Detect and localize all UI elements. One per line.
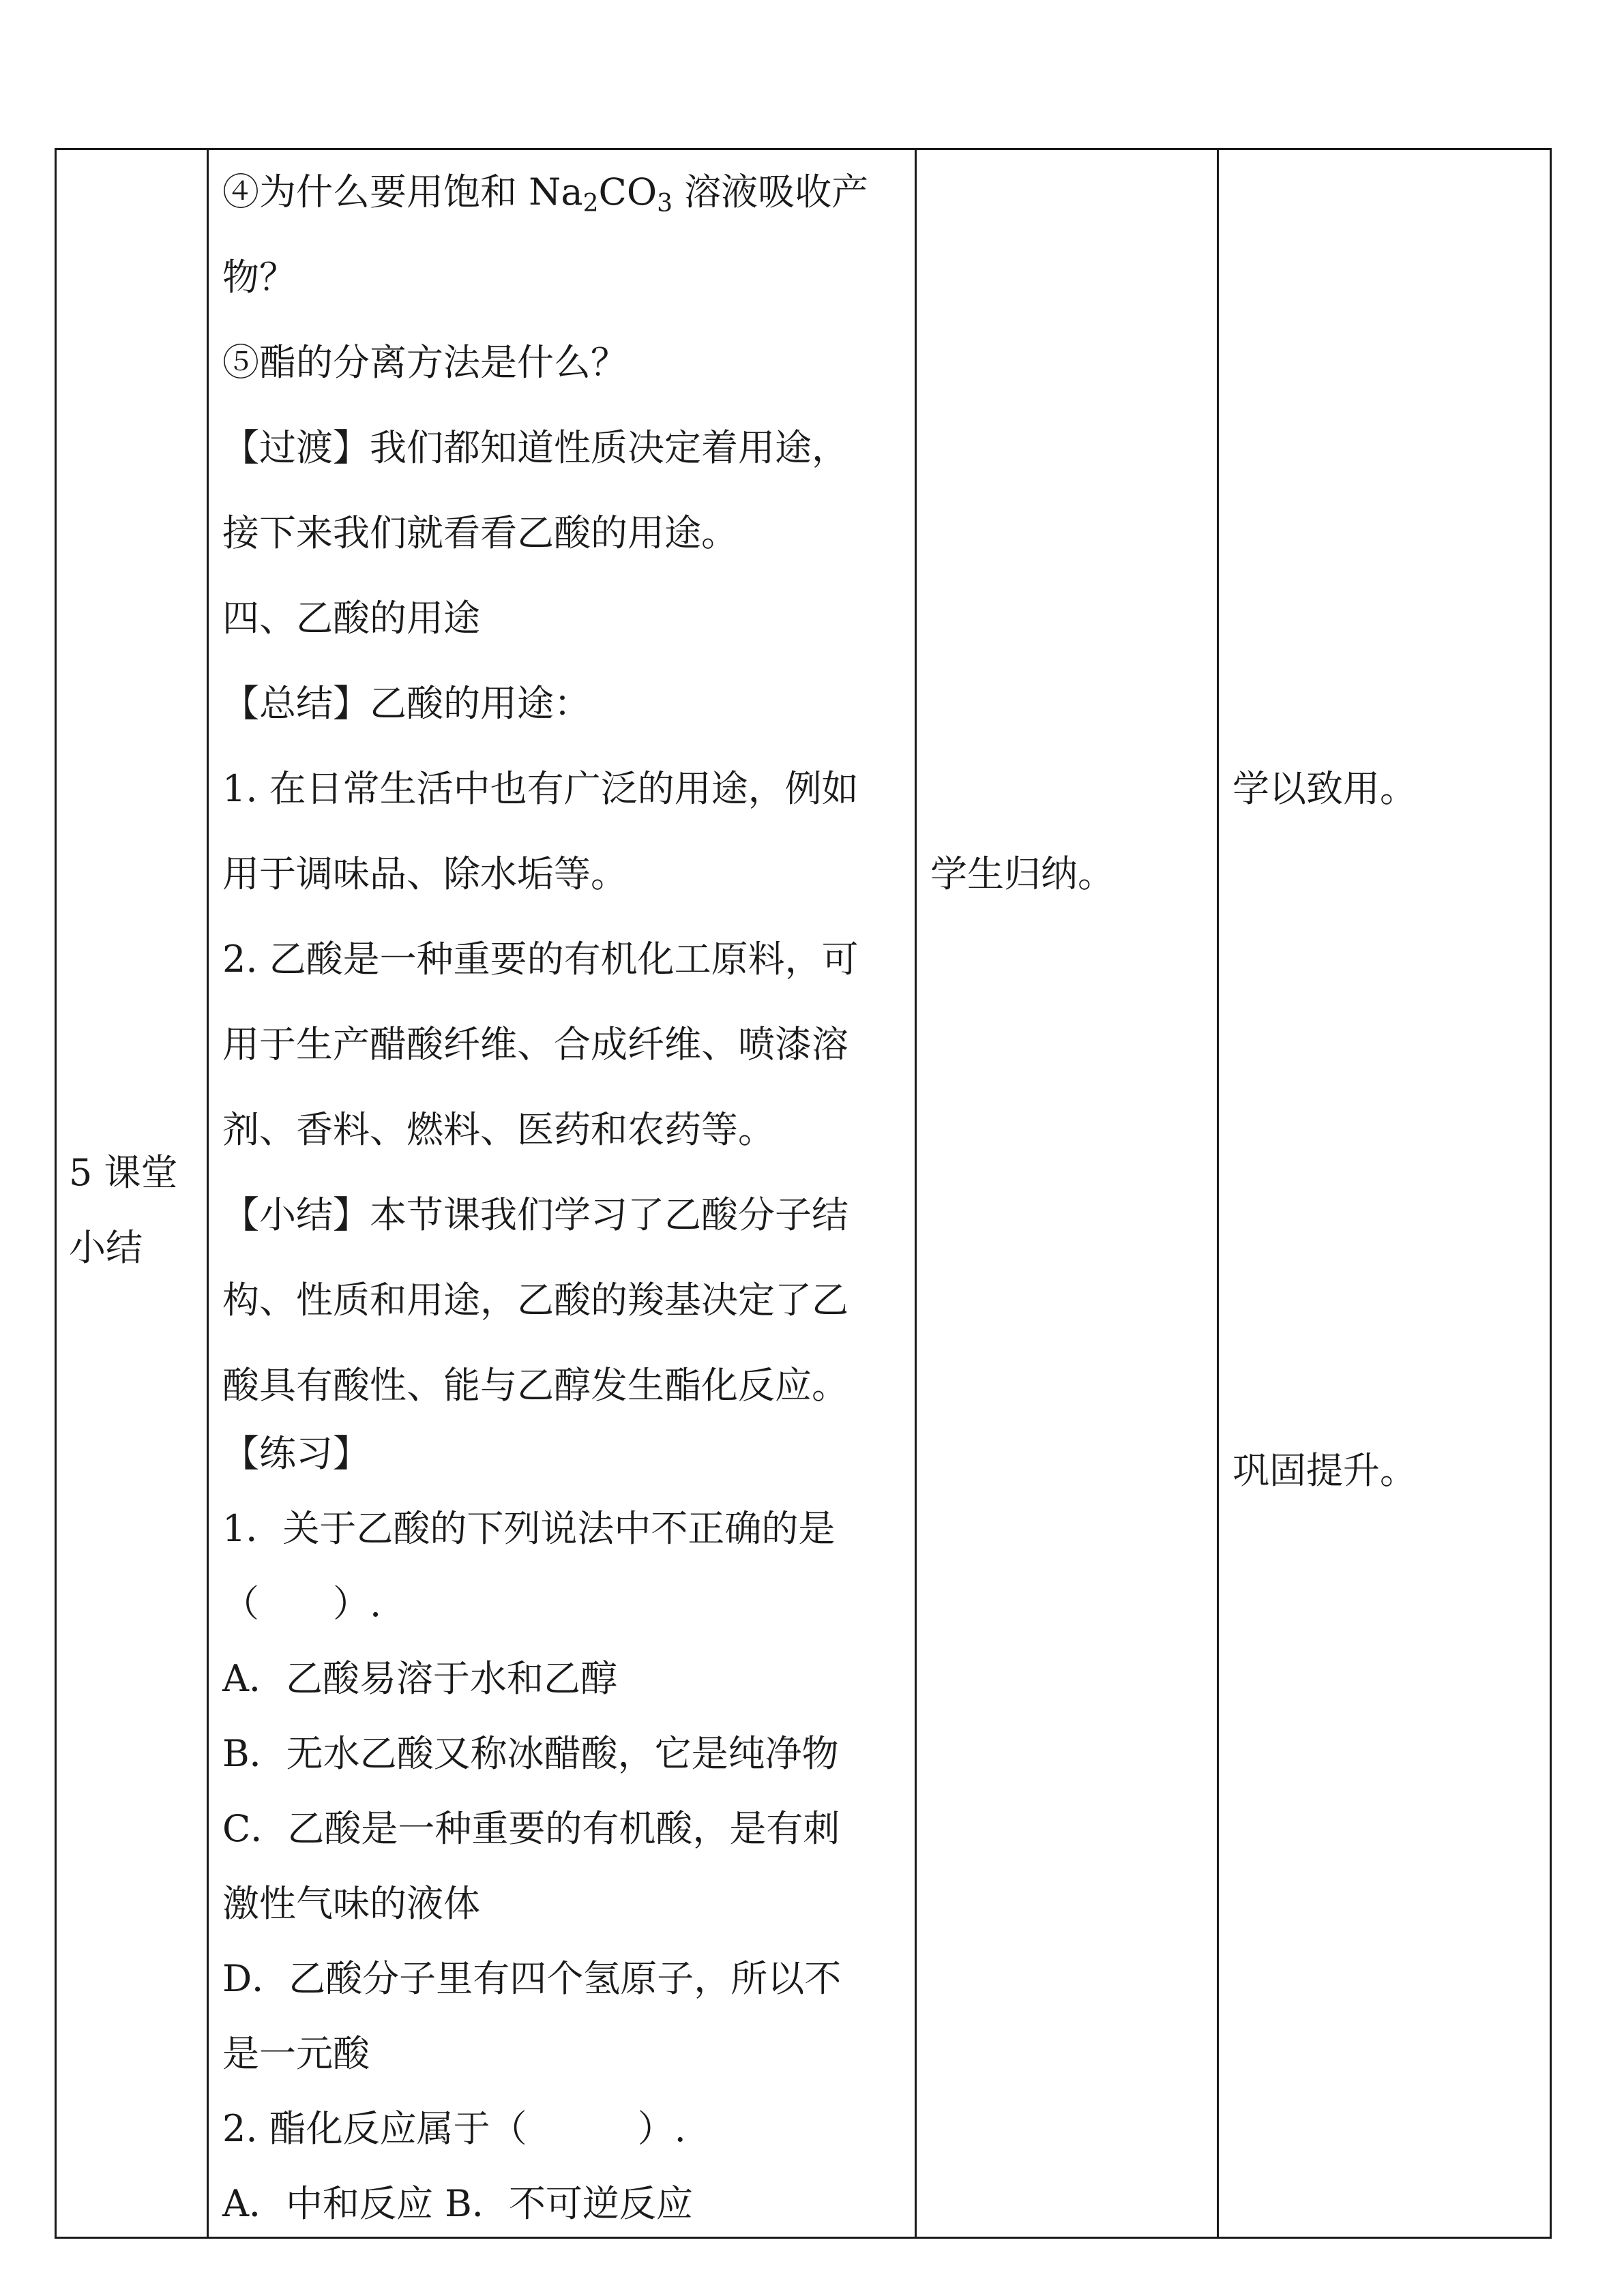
use-1-line-2: 用于调味品、除水垢等。 <box>222 852 628 895</box>
summary-heading: 【总结】乙酸的用途： <box>222 682 591 725</box>
design-intent-text-1: 学以致用。 <box>1232 767 1417 810</box>
stage-cell <box>56 149 208 2238</box>
conclusion-line-3: 酸具有酸性、能与乙醇发生酯化反应。 <box>222 1364 848 1407</box>
exercise-1-option-c-line-1: C．乙酸是一种重要的有机酸，是有刺 <box>222 1807 840 1850</box>
use-2-line-3: 剂、香料、燃料、医药和农药等。 <box>222 1108 775 1151</box>
use-2-line-2: 用于生产醋酸纤维、合成纤维、喷漆溶 <box>222 1023 848 1066</box>
use-2-line-1: 2. 乙酸是一种重要的有机化工原料，可 <box>222 938 859 981</box>
exercise-1-option-d-line-2: 是一元酸 <box>222 2032 370 2075</box>
transition-line-2: 接下来我们就看看乙酸的用途。 <box>222 511 738 554</box>
transition-line-1: 【过渡】我们都知道性质决定着用途， <box>222 426 848 469</box>
exercise-1-option-d-line-1: D．乙酸分子里有四个氢原子，所以不 <box>222 1957 842 2000</box>
student-activity-cell <box>916 149 1218 2238</box>
teacher-activity-cell <box>208 149 916 2238</box>
use-1-line-1: 1. 在日常生活中也有广泛的用途，例如 <box>222 767 859 810</box>
table-row <box>56 149 1551 2238</box>
student-activity-text: 学生归纳。 <box>930 852 1114 895</box>
question-4-continued: 物？ <box>222 256 296 299</box>
design-intent-text-2: 巩固提升。 <box>1232 1449 1417 1492</box>
exercise-1-option-a: A．乙酸易溶于水和乙醇 <box>222 1657 617 1700</box>
conclusion-line-2: 构、性质和用途，乙酸的羧基决定了乙 <box>222 1279 848 1322</box>
exercise-2-options: A．中和反应 B．不可逆反应 <box>222 2182 693 2225</box>
stage-number-label: 5 课堂 <box>69 1151 178 1194</box>
question-5: ⑤酯的分离方法是什么？ <box>222 341 628 384</box>
section-heading: 四、乙酸的用途 <box>222 597 480 640</box>
stage-name-label: 小结 <box>69 1226 143 1269</box>
exercise-1-option-b: B．无水乙酸又称冰醋酸，它是纯净物 <box>222 1732 839 1775</box>
conclusion-line-1: 【小结】本节课我们学习了乙酸分子结 <box>222 1193 848 1236</box>
exercise-1-line-1: 1．关于乙酸的下列说法中不正确的是 <box>222 1507 836 1550</box>
exercise-1-line-2: （ ）. <box>222 1582 382 1625</box>
exercise-1-option-c-line-2: 激性气味的液体 <box>222 1882 480 1925</box>
design-intent-cell <box>1218 149 1551 2238</box>
lesson-plan-table <box>55 148 1552 2239</box>
practice-heading: 【练习】 <box>222 1432 370 1475</box>
exercise-2-line-1: 2. 酯化反应属于（ ）. <box>222 2107 686 2150</box>
question-4: ④为什么要用饱和 $Na_2CO_3$ 溶液吸收产 <box>222 170 869 218</box>
